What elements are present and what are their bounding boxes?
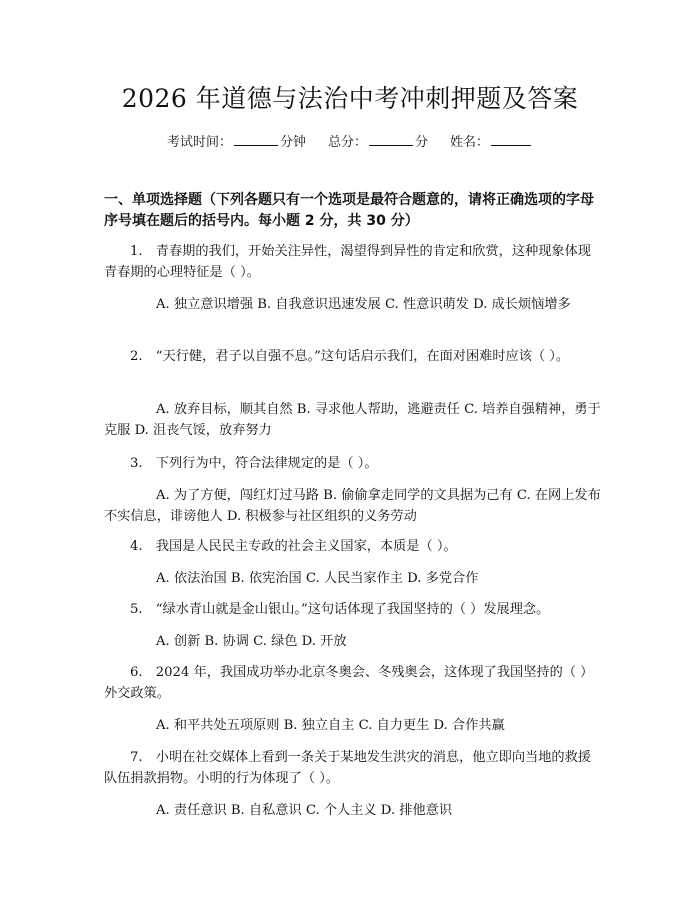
question-stem: 2. “天行健，君子以自强不息。”这句话启示我们，在面对困难时应该（ ）。 — [130, 349, 570, 364]
total-score-blank — [369, 131, 413, 146]
total-score-label: 总分： — [327, 135, 367, 150]
question-options: A. 和平共处五项原则 B. 独立自主 C. 自力更生 D. 合作共赢 — [156, 718, 505, 733]
question-stem: 6. 2024 年，我国成功举办北京冬奥会、冬残奥会，这体现了我国坚持的（ ）外交政策。 — [104, 665, 594, 701]
question-stem: 4. 我国是人民民主专政的社会主义国家，本质是（ ）。 — [130, 539, 457, 554]
exam-meta — [0, 131, 700, 153]
exam-time-blank — [234, 131, 278, 146]
question-options: A. 放弃目标，顺其自然 B. 寻求他人帮助，逃避责任 C. 培养自强精神，勇于克服 D. 沮丧气馁，放弃努力 — [104, 402, 601, 438]
question-stem: 7. 小明在社交媒体上看到一条关于某地发生洪灾的消息，他立即向当地的救援队伍捐款捐物。小明的行为体现了（ ）。 — [104, 750, 591, 786]
question-options: A. 为了方便，闯红灯过马路 B. 偷偷拿走同学的文具据为己有 C. 在网上发布不实信息，诽谤他人 D. 积极参与社区组织的义务劳动 — [104, 488, 601, 524]
exam-time-unit: 分钟 — [279, 135, 306, 150]
exam-time-field — [167, 131, 306, 153]
question-stem: 1. 青春期的我们，开始关注异性，渴望得到异性的肯定和欣赏，这种现象体现青春期的心理特征是（ ）。 — [104, 244, 591, 280]
question-6 — [104, 662, 604, 733]
section-heading: 一、单项选择题（下列各题只有一个选项是最符合题意的，请将正确选项的字母序号填在题后的括号内。每小题 2 分，共 30 分） — [104, 192, 594, 229]
question-2 — [104, 346, 604, 438]
name-field — [450, 131, 533, 153]
question-stem: 5. “绿水青山就是金山银山。”这句话体现了我国坚持的（ ）发展理念。 — [130, 602, 550, 617]
total-score-unit: 分 — [415, 135, 429, 150]
name-blank — [491, 131, 531, 146]
question-options: A. 依法治国 B. 依宪治国 C. 人民当家作主 D. 多党合作 — [156, 571, 479, 586]
question-5 — [104, 599, 604, 649]
question-1 — [104, 241, 604, 312]
total-score-field — [328, 131, 428, 153]
question-3 — [104, 453, 604, 524]
question-options: A. 创新 B. 协调 C. 绿色 D. 开放 — [156, 634, 347, 649]
exam-time-label: 考试时间： — [166, 135, 232, 150]
question-options: A. 独立意识增强 B. 自我意识迅速发展 C. 性意识萌发 D. 成长烦恼增多 — [156, 297, 571, 312]
page-title: 2026 年道德与法治中考冲刺押题及答案 — [121, 84, 579, 113]
name-label: 姓名： — [450, 135, 490, 150]
question-4 — [104, 536, 604, 586]
question-7 — [104, 747, 604, 818]
question-options: A. 责任意识 B. 自私意识 C. 个人主义 D. 排他意识 — [156, 803, 453, 818]
question-stem: 3. 下列行为中，符合法律规定的是（ ）。 — [130, 456, 378, 471]
